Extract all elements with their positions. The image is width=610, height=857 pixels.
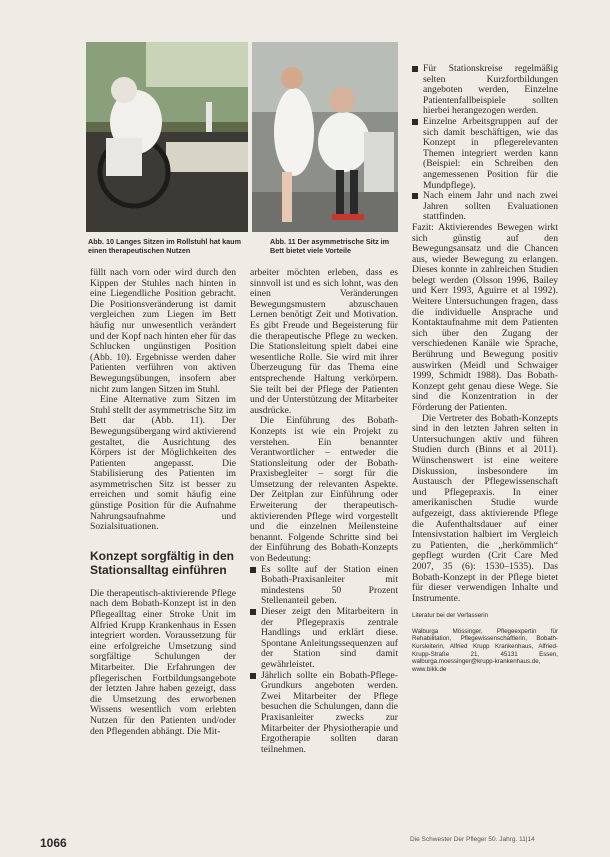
bullet-item: Jährlich sollte ein Bobath-Pflege-Grundkurs angeboten werden. Zwei Mitarbeiter der Pflege besuchen die Schulungen, dann die Praxisanleiter zwecks zur Mitarbeiter der Physiotherapie und Ergotherapie sollten daran teilnehmen.	[250, 671, 398, 756]
text-column-3	[412, 64, 558, 673]
bullet-item: Nach einem Jahr und nach zwei Jahren sollten Evaluationen stattfinden.	[412, 191, 558, 223]
bullet-item: Dieser zeigt den Mitarbeitern in der Pflegepraxis zentrale Handlings und erklärt diese. Spontane Anleitungssequenzen auf der Station sind damit gewährleistet.	[250, 607, 398, 671]
figure-10-image	[86, 42, 248, 232]
author-info: Walburga Mössinger, Pflegeexpertin für Rehabilitation, Pflegewissenschaftlerin, Bobath-Kursleiterin, Alfried Krupp Krankenhaus, Alfried-Krupp-Straße 21, 45131 Essen, walburga.moessinger@krupp-krankenhaus.de, www.bikk.de	[412, 627, 558, 673]
paragraph: Die Vertreter des Bobath-Konzepts sind in den letzten Jahren selten in Untersuchungen aktiv und führen Studien durch (Binns et al 2011). Wünschenswert ist eine weitere Diskussion, insbesondere im Austausch der Pflegewissenschaft und Pflegepraxis. In einer amerikanischen Studie wurde aufgezeigt, dass aktivierende Pflege die Aufenthaltsdauer auf einer Intensivstation halbiert im Vergleich zu Patienten, die „herkömmlich“ gepflegt wurden (Crit Care Med 2007, 35 (6): 1530–1535). Das Bobath-Konzept in der Pflege bietet für dieser verwendigen Inhalte und Instrumente.	[412, 412, 558, 604]
paragraph: Die therapeutisch-aktivierende Pflege nach dem Bobath-Konzept ist in den Pflegealltag einer Stroke Unit im Alfried Krupp Krankenhaus in Essen integriert worden. Voraussetzung für eine erfolgreiche Umsetzung sind sorgfältige Schulungen der Mitarbeiter. Die Erfahrungen der pflegerischen Fortbildungsangebote der letzten Jahre haben gezeigt, dass die Umsetzung des erworbenen Wissens wesentlich vom erlebten Nutzen für den Patienten und/oder den Pflegenden abhängt. Die Mit-	[90, 587, 236, 737]
paragraph: füllt nach vorn oder wird durch den Kippen der Stuhles nach hinten in eine Liegendliche Position gebracht. Die Positionsveränderung ist damit vergleichen zum Liegen im Bett häufig nur unwesentlich verändert und der Kopf nach hinten eher für das Schlucken ungünstigen Position (Abb. 10). Ergebnisse werden daher Patienten verführen von aktiven Bewegungsübungen, insofern aber nicht zum langen Sitzen im Stuhl.	[90, 267, 236, 395]
figure-11-caption: Abb. 11 Der asymmetrische Sitz im Bett bietet viele Vorteile	[270, 237, 390, 255]
section-heading: Konzept sorgfältig in den Stationsalltag einführen	[90, 548, 234, 577]
bullet-item: Es sollte auf der Station einen Bobath-Praxisanleiter mit mindestens 50 Prozent Stellenanteil geben.	[250, 565, 398, 607]
bullet-item: Einzelne Arbeitsgruppen auf der sich damit beschäftigen, wie das Konzept in pflegerelevanten Themen integriert werden kann (Beispiel: ein Schreiben den angemessenen Position für die Mundpflege).	[412, 117, 558, 191]
paragraph: arbeiter möchten erleben, dass es sinnvoll ist und es sich lohnt, was den einen Veränderungen Bewegungsmustern abzuschauen Lernen benötigt Zeit und Motivation. Es gibt Freude und Begeisterung für die therapeutische Pflege zu wecken. Die Stationsleitung spielt dabei eine wesentliche Rolle. Sie wird mit ihrer Überzeugung für das Thema eine entsprechende Haltung verkörpern. Sie teilt bei der Pflege der Patienten und der Unterstützung der Mitarbeiter ausdrücke.	[250, 267, 398, 416]
text-column-1	[90, 268, 236, 737]
bullet-square-icon	[412, 119, 418, 125]
page-number: 1066	[40, 836, 67, 850]
bullet-item: Für Stationskreise regelmäßig selten Kurzfortbildungen angeboten werden, Einzelne Patientenfallbeispiele sollten hierbei herangezogen werden.	[412, 64, 558, 117]
bullet-square-icon	[250, 673, 256, 679]
journal-footer: Die Schwester Der Pfleger 50. Jahrg. 11|14	[410, 836, 535, 843]
paragraph: Die Einführung des Bobath-Konzepts ist wie ein Projekt zu verstehen. Ein benannter Verantwortlicher – entweder die Stationsleitung oder der Bobath-Praxisbegleiter – sorgt für die Umsetzung der relevanten Aspekte. Der Zeitplan zur Einführung oder Erweiterung der therapeutisch-aktivierenden Pflege wird vorgestellt und die einzelnen Meilensteine benannt. Folgende Schritte sind bei der Einführung des Bobath-Konzepts von Bedeutung:	[250, 415, 398, 565]
bullet-square-icon	[412, 193, 418, 199]
figure-11-image	[252, 42, 398, 232]
paragraph: Eine Alternative zum Sitzen im Stuhl stellt der asymmetrische Sitz im Bett dar (Abb. 11). Der Bewegungsübergang wird aktivierend gestaltet, die Ausrichtung des Körpers ist der Möglichkeiten des Patienten angepasst. Die Stabilisierung des Patienten im asymmetrischen Sitz ist besser zu erreichen und somit häufig eine günstige Position für die Aufnahme Nahrungsaufnahme und Sozialsituationen.	[90, 394, 236, 533]
literature-note: Literatur bei der Verfasserin	[412, 612, 489, 620]
bullet-square-icon	[250, 609, 256, 615]
bullet-square-icon	[250, 567, 256, 573]
figure-10-caption: Abb. 10 Langes Sitzen im Rollstuhl hat kaum einen therapeutischen Nutzen	[88, 237, 241, 255]
bullet-square-icon	[412, 66, 418, 72]
text-column-2	[250, 268, 398, 755]
paragraph: Fazit: Aktivierendes Bewegen wirkt sich günstig auf den Bewegungsansatz und die Chancen aus, wieder Bewegung zu erlangen. Dieses konnte in zahlreichen Studien belegt werden (Olsson 1996, Bailey und Kerr 1993, Aguirre et al 1992). Weitere Untersuchungen fragen, dass die individuelle Ansprache und Kontaktaufnahme mit dem Patienten sich über den Zugang der verschiedenen Kanäle wie Sprache, Berührung und Bewegung positiv auswirken (Meidl und Schwaiger 1999, Schmidt 1988). Das Bobath-Konzept geht genau diese Wege. Sie sind die Konzentration in der Förderung der Patienten.	[412, 221, 558, 413]
